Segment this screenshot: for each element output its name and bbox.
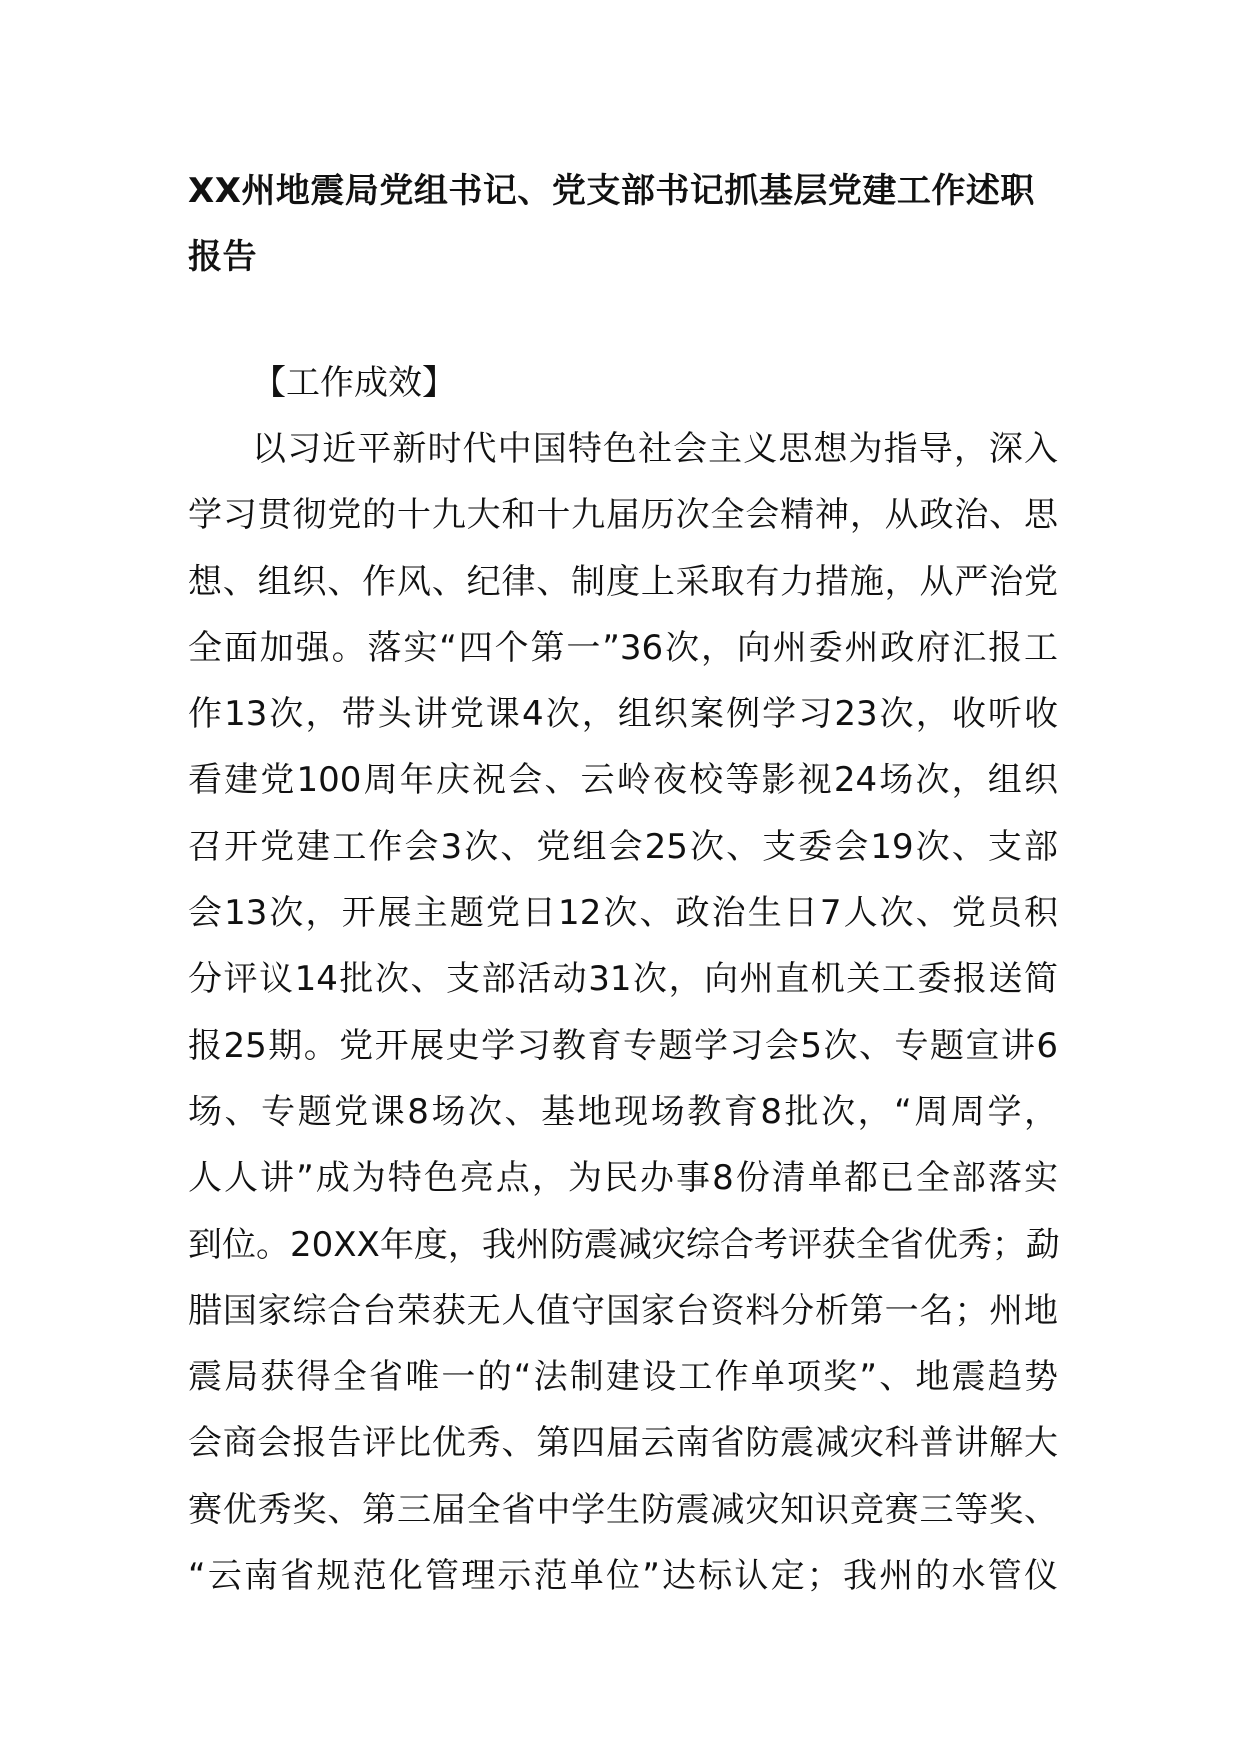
paragraph-line: 作13次，带头讲党课4次，组织案例学习23次，收听收 <box>188 694 1058 735</box>
section-heading: 【工作成效】 <box>252 363 456 403</box>
paragraph-line: 想、组织、作风、纪律、制度上采取有力措施，从严治党 <box>188 561 1058 602</box>
paragraph-line: 看建党100周年庆祝会、云岭夜校等影视24场次，组织 <box>188 760 1058 801</box>
paragraph-line: 会商会报告评比优秀、第四届云南省防震减灾科普讲解大 <box>188 1423 1058 1464</box>
paragraph-line: 分评议14批次、支部活动31次，向州直机关工委报送简 <box>188 959 1058 1000</box>
paragraph-line: 召开党建工作会3次、党组会25次、支委会19次、支部 <box>188 826 1058 867</box>
paragraph-line: 到位。20XX年度，我州防震减灾综合考评获全省优秀；勐 <box>188 1224 1060 1265</box>
paragraph-line: “云南省规范化管理示范单位”达标认定；我州的水管仪 <box>188 1556 1058 1597</box>
body-paragraph <box>188 416 1058 1609</box>
paragraph-line: 报25期。党开展史学习教育专题学习会5次、专题宣讲6 <box>188 1025 1058 1066</box>
paragraph-line: 腊国家综合台荣获无人值守国家台资料分析第一名；州地 <box>188 1290 1058 1331</box>
document-title: XX州地震局党组书记、党支部书记抓基层党建工作述职报告 <box>188 171 1035 277</box>
paragraph-line: 震局获得全省唯一的“法制建设工作单项奖”、地震趋势 <box>188 1357 1058 1398</box>
paragraph-line: 会13次，开展主题党日12次、政治生日7人次、党员积 <box>188 893 1058 934</box>
paragraph-line: 场、专题党课8场次、基地现场教育8批次，“周周学， <box>188 1091 1058 1132</box>
paragraph-line: 赛优秀奖、第三届全省中学生防震减灾知识竞赛三等奖、 <box>188 1489 1058 1530</box>
paragraph-line: 人人讲”成为特色亮点，为民办事8份清单都已全部落实 <box>188 1158 1058 1199</box>
paragraph-line: 以习近平新时代中国特色社会主义思想为指导，深入 <box>252 429 1058 469</box>
paragraph-line: 全面加强。落实“四个第一”36次，向州委州政府汇报工 <box>188 627 1058 668</box>
paragraph-line: 学习贯彻党的十九大和十九届历次全会精神，从政治、思 <box>188 495 1058 536</box>
